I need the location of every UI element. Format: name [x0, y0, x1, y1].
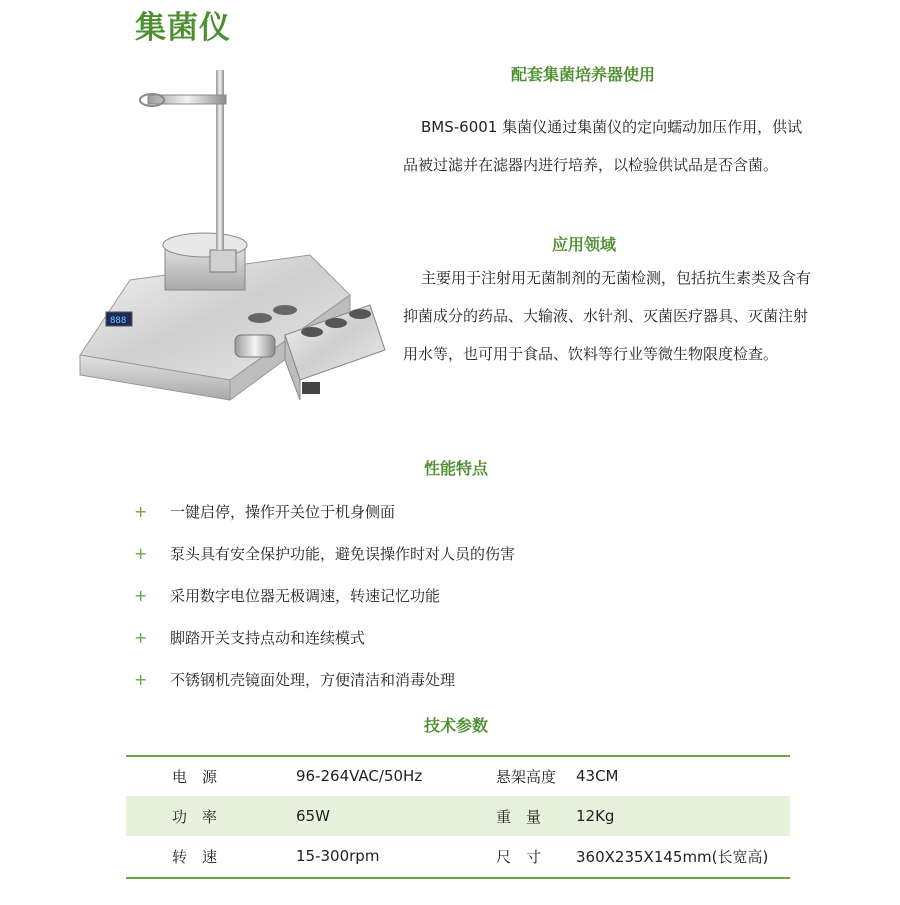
spec-table [126, 756, 790, 876]
application-text: 主要用于注射用无菌制剂的无菌检测，包括抗生素类及含有抑菌成分的药品、大输液、水针剂、灭菌医疗器具、灭菌注射用水等，也可用于食品、饮料等行业等微生物限度检查。 [403, 269, 812, 363]
plus-icon: + [134, 627, 148, 647]
spec-label: 转 速 [172, 847, 218, 866]
spec-label: 功 率 [172, 807, 218, 826]
application-heading: 应用领域 [552, 235, 617, 254]
list-item: + 一键启停，操作开关位于机身侧面 [130, 490, 830, 532]
plus-icon: + [134, 543, 148, 563]
plus-icon: + [134, 669, 148, 689]
list-item: + 采用数字电位器无极调速，转速记忆功能 [130, 574, 830, 616]
list-item: + 脚踏开关支持点动和连续模式 [130, 616, 830, 658]
spec-label: 尺 寸 [496, 847, 542, 866]
spec-value: 43CM [576, 767, 619, 785]
svg-text:888: 888 [110, 316, 127, 326]
plus-icon: + [134, 501, 148, 521]
spec-value: 15-300rpm [296, 847, 380, 865]
list-item: + 泵头具有安全保护功能，避免误操作时对人员的伤害 [130, 532, 830, 574]
features-heading: 性能特点 [424, 459, 489, 478]
spec-value: 12Kg [576, 807, 615, 825]
plus-icon: + [134, 585, 148, 605]
page-title: 集菌仪 [135, 10, 231, 46]
table-bottom-rule [126, 877, 790, 879]
usage-text: BMS-6001 集菌仪通过集菌仪的定向蠕动加压作用，供试品被过滤并在滤器内进行培养，以检验供试品是否含菌。 [403, 118, 803, 174]
usage-heading: 配套集菌培养器使用 [511, 65, 656, 84]
spec-label: 电 源 [172, 767, 218, 786]
list-item: + 不锈钢机壳镜面处理，方便清洁和消毒处理 [130, 658, 830, 700]
table-row [126, 836, 790, 876]
table-row [126, 756, 790, 796]
features-list [130, 490, 830, 700]
product-image [70, 60, 400, 410]
spec-value: 65W [296, 807, 330, 825]
spec-label: 悬架高度 [496, 767, 557, 786]
spec-value: 360X235X145mm(长宽高) [576, 847, 769, 866]
table-row [126, 796, 790, 836]
spec-label: 重 量 [496, 807, 542, 826]
specs-heading: 技术参数 [424, 716, 489, 735]
spec-value: 96-264VAC/50Hz [296, 767, 423, 785]
